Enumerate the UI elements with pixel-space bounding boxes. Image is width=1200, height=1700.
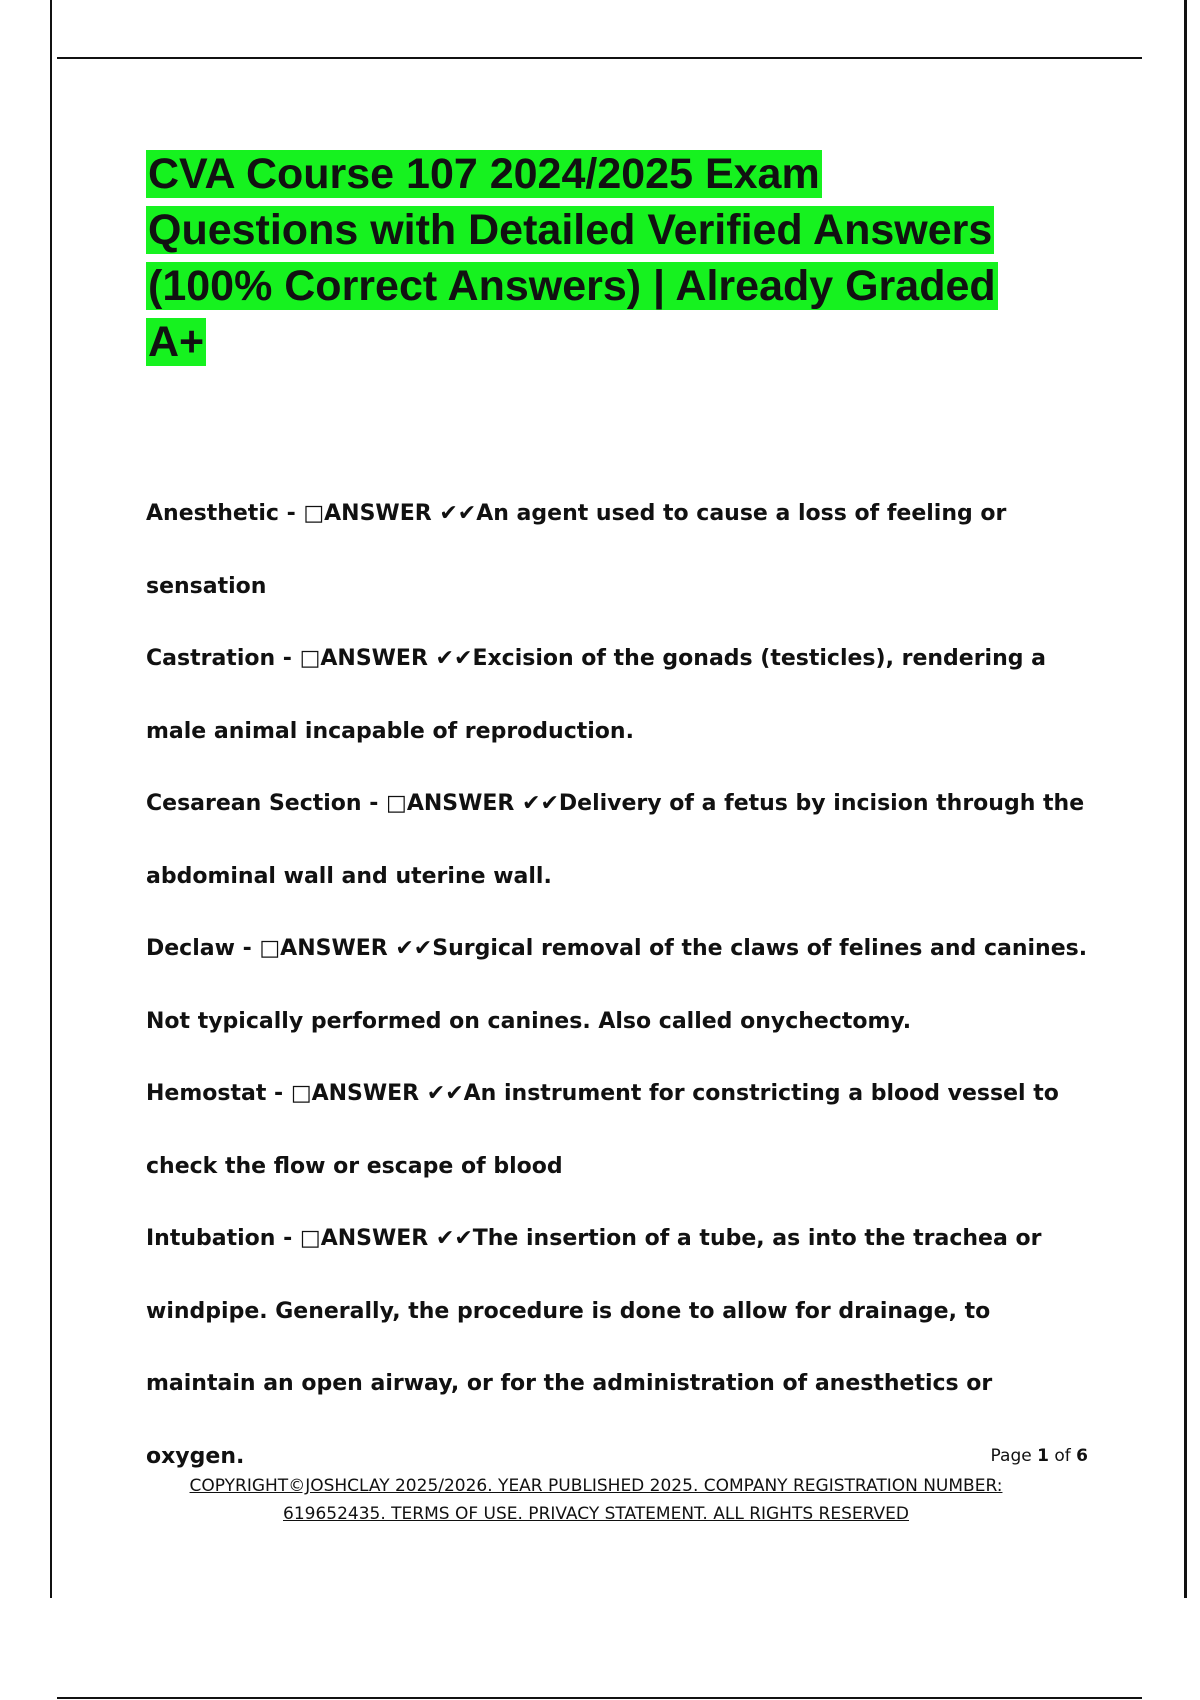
answer-marker: □ANSWER ✔✔ xyxy=(299,1226,473,1251)
definition-list xyxy=(146,478,1096,1493)
entry-definition: Excision of the gonads (testicles), rendering a male animal incapable of reproduction. xyxy=(146,646,1047,744)
definition-entry: Castration - □ANSWER ✔✔Excision of the gonads (testicles), rendering a male animal incapable of reproduction. xyxy=(146,646,1047,744)
header-rule xyxy=(57,57,1142,59)
page-border-left xyxy=(50,0,52,1598)
entry-term: Anesthetic xyxy=(146,501,279,526)
answer-marker: □ANSWER ✔✔ xyxy=(290,1081,464,1106)
page-label: Page xyxy=(990,1446,1032,1466)
page-number xyxy=(991,1446,1088,1466)
page-current: 1 xyxy=(1037,1446,1049,1466)
document-title-text: CVA Course 107 2024/2025 Exam Questions with Detailed Verified Answers (100% Correct Answers) | Already Graded A+ xyxy=(148,150,996,366)
definition-entry: Declaw - □ANSWER ✔✔Surgical removal of the claws of felines and canines. Not typically performed on canines. Also called onychectomy. xyxy=(146,936,1088,1034)
answer-marker: □ANSWER ✔✔ xyxy=(303,501,477,526)
entry-term: Cesarean Section xyxy=(146,791,362,816)
answer-marker: □ANSWER ✔✔ xyxy=(299,646,473,671)
definition-entry: Hemostat - □ANSWER ✔✔An instrument for constricting a blood vessel to check the flow or escape of blood xyxy=(146,1081,1059,1179)
entry-definition: The insertion of a tube, as into the trachea or windpipe. Generally, the procedure is done to allow for drainage, to maintain an open airway, or for the administration of anesthetics or oxygen. xyxy=(146,1226,1042,1469)
entry-term: Castration xyxy=(146,646,276,671)
entry-definition: Delivery of a fetus by incision through the abdominal wall and uterine wall. xyxy=(146,791,1085,889)
page-border-right xyxy=(1184,0,1187,1598)
copyright-footer: COPYRIGHT©JOSHCLAY 2025/2026. YEAR PUBLISHED 2025. COMPANY REGISTRATION NUMBER: 619652435. TERMS OF USE. PRIVACY STATEMENT. ALL RIGHTS RESERVED xyxy=(189,1476,1003,1524)
bottom-rule xyxy=(57,1697,1142,1699)
entry-term: Hemostat xyxy=(146,1081,267,1106)
entry-term: Declaw xyxy=(146,936,235,961)
answer-marker: □ANSWER ✔✔ xyxy=(386,791,559,816)
entry-term: Intubation xyxy=(146,1226,276,1251)
answer-marker: □ANSWER ✔✔ xyxy=(259,936,433,961)
page-total: 6 xyxy=(1076,1446,1088,1466)
definition-entry: Anesthetic - □ANSWER ✔✔An agent used to cause a loss of feeling or sensation xyxy=(146,501,1007,599)
page-of: of xyxy=(1054,1446,1071,1466)
entry-definition: An agent used to cause a loss of feeling or sensation xyxy=(146,501,1007,599)
document-title xyxy=(146,146,996,370)
definition-entry: Cesarean Section - □ANSWER ✔✔Delivery of a fetus by incision through the abdominal wall and uterine wall. xyxy=(146,791,1085,889)
definition-entry: Intubation - □ANSWER ✔✔The insertion of a tube, as into the trachea or windpipe. Generally, the procedure is done to allow for drainage, to maintain an open airway, or for the administration of anesthetics or oxygen. xyxy=(146,1226,1042,1469)
entry-definition: An instrument for constricting a blood vessel to check the flow or escape of blood xyxy=(146,1081,1059,1179)
entry-definition: Surgical removal of the claws of felines and canines. Not typically performed on canines. Also called onychectomy. xyxy=(146,936,1088,1034)
